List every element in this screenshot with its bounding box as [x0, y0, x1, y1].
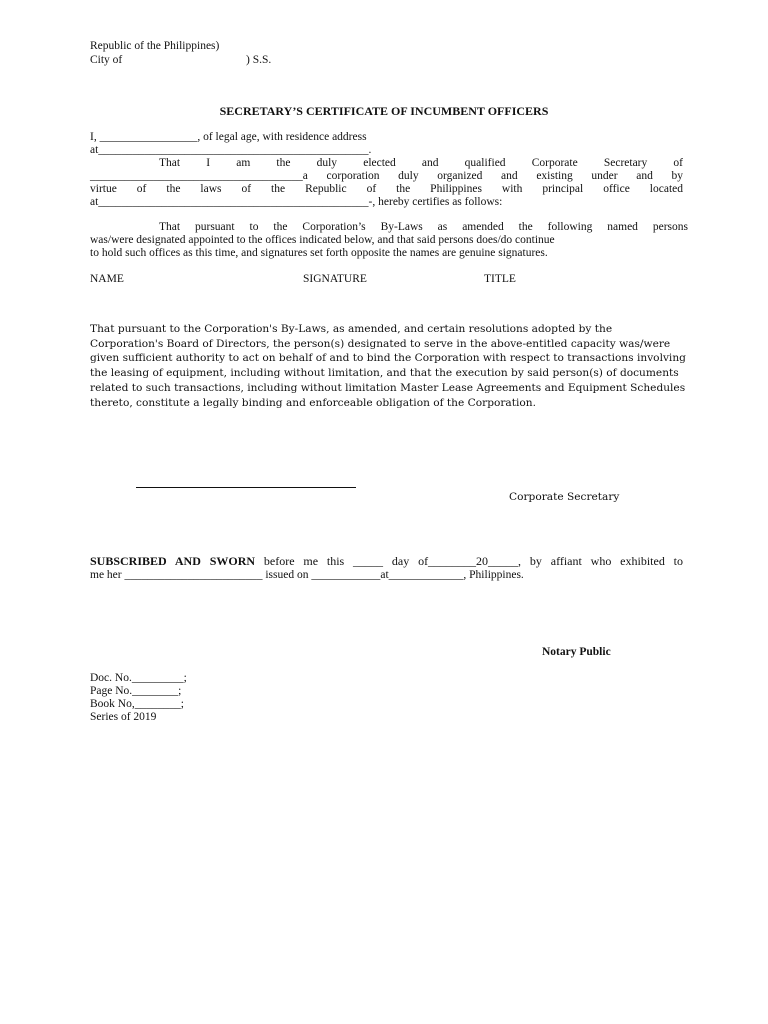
sworn-line-2: me her ________________________ issued on ____________at_____________, Philippines.: [90, 569, 524, 581]
sworn-bold-text: SUBSCRIBED AND SWORN: [90, 554, 256, 568]
header-republic: Republic of the Philippines): [90, 40, 220, 52]
intro-line-4: _____________________________________a corporation duly organized and existing under and by: [90, 170, 683, 182]
para2-line-3: to hold such offices as this time, and signatures set forth opposite the names are genuine signatures.: [90, 247, 548, 259]
column-signature: SIGNATURE: [303, 273, 367, 285]
para2-line-2: was/were designated appointed to the offices indicated below, and that said persons does/do continue: [90, 234, 555, 246]
column-title: TITLE: [484, 273, 516, 285]
intro-line-5: virtue of the laws of the Republic of the Philippines with principal office located: [90, 183, 683, 195]
signature-line: [136, 487, 356, 488]
intro-line-6: at_______________________________________________-, hereby certifies as follows:: [90, 196, 503, 208]
intro-line-1: I, _________________, of legal age, with residence address: [90, 131, 367, 143]
document-title: SECRETARY’S CERTIFICATE OF INCUMBENT OFFICERS: [219, 104, 549, 118]
corporate-secretary-label: Corporate Secretary: [509, 491, 620, 503]
doc-number: Doc. No._________;: [90, 672, 187, 684]
book-number: Book No,________;: [90, 698, 184, 710]
header-ss: ) S.S.: [246, 54, 272, 66]
sworn-line-1-rest: before me this _____ day of________20_____, by affiant who exhibited to: [255, 554, 684, 568]
authority-paragraph: That pursuant to the Corporation's By-Laws, as amended, and certain resolutions adopted by the Corporation's Board of Directors, the person(s) designated to serve in the above-entitled capacity was/were given sufficient authority to act on behalf of and to bind the Corporation with respect to transactions involving the leasing of equipment, including without limitation, and that the execution by said person(s) of documents related to such transactions, including without limitation Master Lease Agreements and Equipment Schedules thereto, constitute a legally binding and enforceable obligation of the Corporation.: [90, 323, 686, 409]
series-year: Series of 2019: [90, 711, 157, 723]
header-city: City of: [90, 54, 123, 66]
column-name: NAME: [90, 273, 124, 285]
intro-line-3: That I am the duly elected and qualified Corporate Secretary of: [159, 157, 683, 169]
sworn-line-1: [90, 555, 683, 568]
page-number: Page No.________;: [90, 685, 182, 697]
para2-line-1: That pursuant to the Corporation’s By-Laws as amended the following named persons: [159, 221, 688, 233]
intro-line-2: at_______________________________________________.: [90, 144, 372, 156]
notary-public-label: Notary Public: [542, 646, 611, 658]
